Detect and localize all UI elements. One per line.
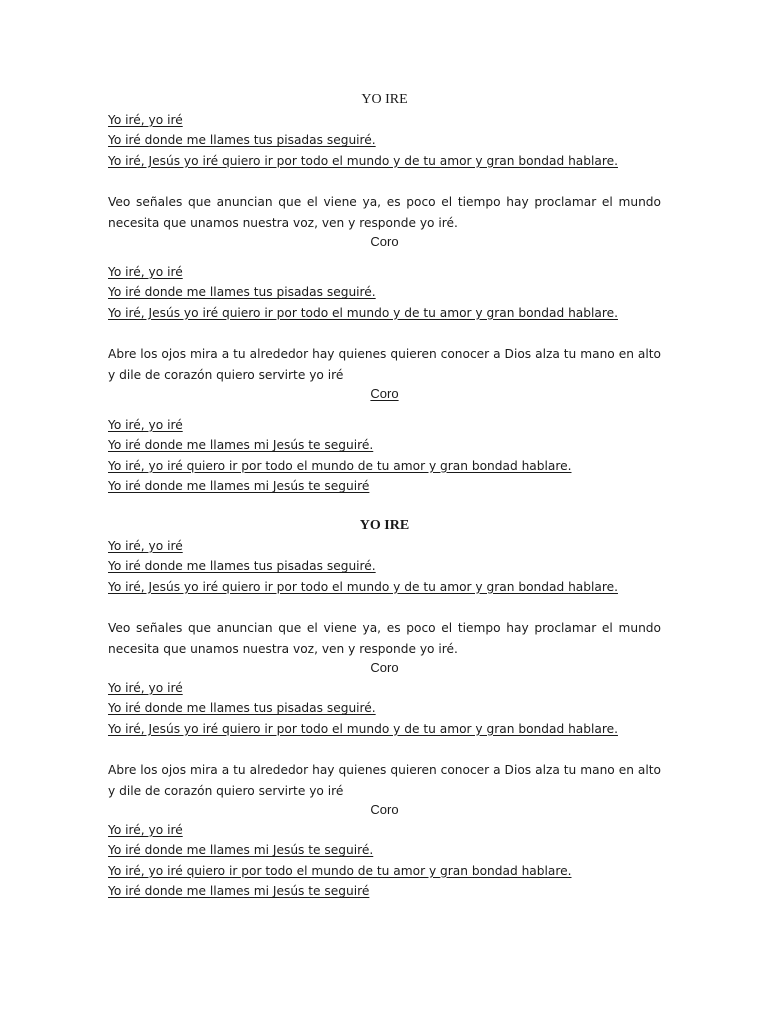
chorus-line: Yo iré donde me llames mi Jesús te seguiré	[108, 884, 370, 899]
chorus-block	[108, 262, 661, 323]
chorus-line: Yo iré, Jesús yo iré quiero ir por todo el mundo y de tu amor y gran bondad hablare.	[108, 721, 618, 736]
chorus-block	[108, 536, 661, 597]
verse-paragraph: Abre los ojos mira a tu alrededor hay quienes quieren conocer a Dios alza tu mano en alto y dile de corazón quiero servirte yo iré	[108, 763, 661, 798]
verse-paragraph: Veo señales que anuncian que el viene ya, es poco el tiempo hay proclamar el mundo necesita que unamos nuestra voz, ven y responde yo iré.	[108, 621, 661, 656]
song-title: YO IRE	[361, 92, 408, 107]
coro-label: Coro	[370, 660, 399, 675]
chorus-line: Yo iré donde me llames tus pisadas seguiré.	[108, 701, 376, 716]
chorus-line: Yo iré donde me llames mi Jesús te seguiré.	[108, 843, 374, 858]
chorus-line: Yo iré, yo iré quiero ir por todo el mundo de tu amor y gran bondad hablare.	[108, 863, 572, 878]
chorus-line: Yo iré, yo iré	[108, 265, 183, 279]
chorus-line: Yo iré donde me llames mi Jesús te seguiré.	[108, 438, 374, 453]
chorus-line: Yo iré, yo iré	[108, 681, 183, 695]
chorus-block	[108, 820, 661, 902]
song-title: YO IRE	[359, 518, 410, 533]
verse-paragraph: Veo señales que anuncian que el viene ya, es poco el tiempo hay proclamar el mundo necesita que unamos nuestra voz, ven y responde yo iré.	[108, 195, 661, 230]
chorus-line: Yo iré, yo iré quiero ir por todo el mundo de tu amor y gran bondad hablare.	[108, 458, 572, 473]
chorus-block	[108, 110, 661, 171]
coro-label: Coro	[370, 802, 399, 817]
chorus-line: Yo iré donde me llames tus pisadas seguiré.	[108, 285, 376, 300]
chorus-line: Yo iré, Jesús yo iré quiero ir por todo el mundo y de tu amor y gran bondad hablare.	[108, 153, 618, 168]
chorus-line: Yo iré, Jesús yo iré quiero ir por todo el mundo y de tu amor y gran bondad hablare.	[108, 579, 618, 594]
coro-label: Coro	[370, 386, 399, 401]
chorus-line: Yo iré, yo iré	[108, 539, 183, 553]
chorus-block	[108, 678, 661, 739]
chorus-line: Yo iré, Jesús yo iré quiero ir por todo el mundo y de tu amor y gran bondad hablare.	[108, 305, 618, 320]
chorus-line: Yo iré donde me llames tus pisadas seguiré.	[108, 559, 376, 574]
chorus-line: Yo iré donde me llames tus pisadas seguiré.	[108, 133, 376, 148]
chorus-line: Yo iré, yo iré	[108, 418, 183, 432]
chorus-block	[108, 415, 661, 497]
coro-label: Coro	[370, 234, 399, 249]
chorus-line: Yo iré, yo iré	[108, 823, 183, 837]
chorus-line: Yo iré, yo iré	[108, 113, 183, 127]
verse-paragraph: Abre los ojos mira a tu alrededor hay quienes quieren conocer a Dios alza tu mano en alto y dile de corazón quiero servirte yo iré	[108, 347, 661, 382]
chorus-line: Yo iré donde me llames mi Jesús te seguiré	[108, 479, 370, 494]
